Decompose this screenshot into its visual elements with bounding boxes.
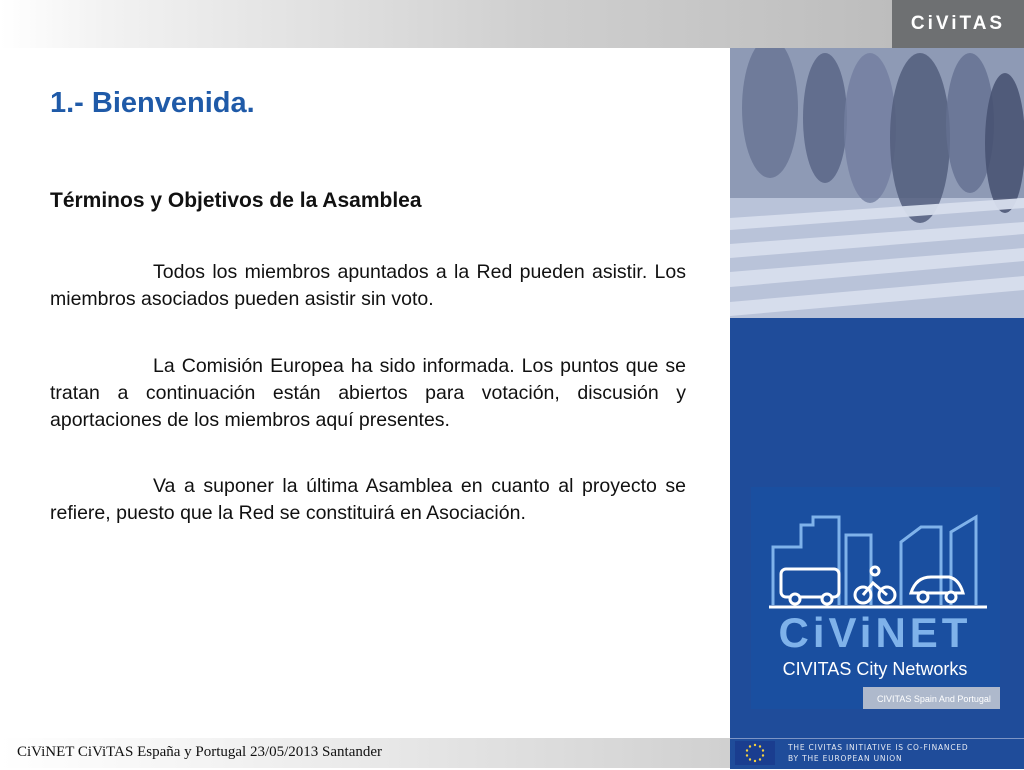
slide-title: 1.- Bienvenida. (50, 87, 255, 119)
civinet-tagline: CIVITAS City Networks (782, 659, 968, 679)
paragraph-attendance: Todos los miembros apuntados a la Red pueden asistir. Los miembros asociados pueden asistir sin voto. (50, 261, 686, 310)
civitas-brand-box (892, 0, 1024, 48)
eu-cofinanced-notice (788, 742, 1018, 764)
paragraph-last-assembly: Va a suponer la última Asamblea en cuanto al proyecto se refiere, puesto que la Red se constituirá en Asociación. (50, 475, 686, 524)
paragraph-commission: La Comisión Europea ha sido informada. Los puntos que se tratan a continuación están abiertos para votación, discusión y aportaciones de los miembros aquí presentes. (50, 355, 686, 431)
civinet-region: CIVITAS Spain And Portugal (877, 694, 991, 704)
eu-notice-line1: THE CIVITAS INITIATIVE IS CO-FINANCED (788, 743, 969, 752)
civitas-logo-text: CiViTAS (910, 13, 1006, 34)
civinet-wordmark: CiViNET (778, 609, 972, 656)
header-strip (0, 0, 892, 48)
slide-subtitle: Términos y Objetivos de la Asamblea (50, 189, 422, 212)
footer-caption: CiViNET CiViTAS España y Portugal 23/05/2013 Santander (17, 744, 383, 760)
civinet-logo (751, 487, 1000, 709)
eu-notice-line2: BY THE EUROPEAN UNION (788, 754, 903, 763)
pedestrian-crossing-photo (730, 48, 1024, 318)
eu-flag-icon (735, 741, 775, 765)
